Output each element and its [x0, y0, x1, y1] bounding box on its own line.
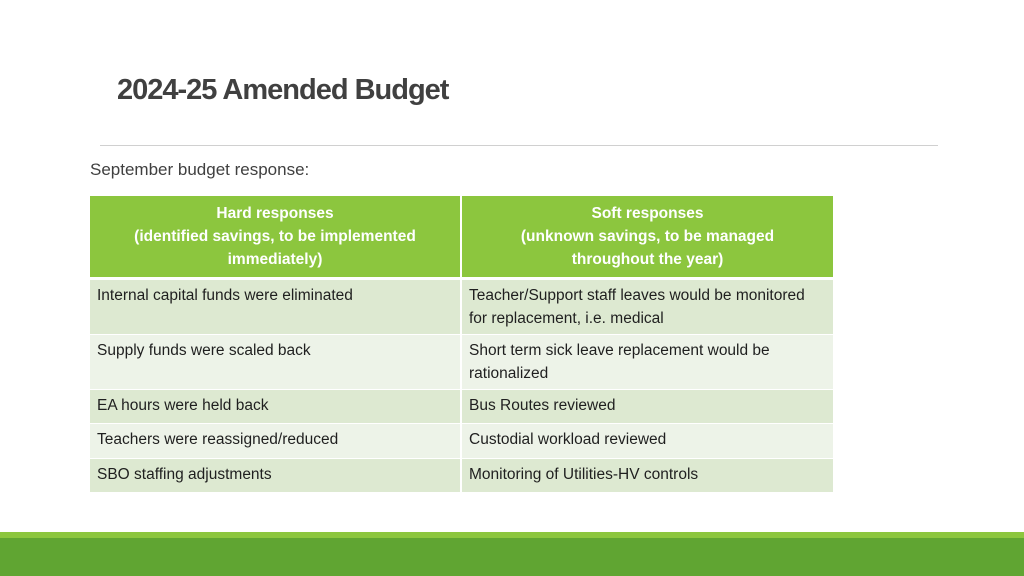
header-soft-responses: [461, 196, 833, 279]
hard-response-cell: SBO staffing adjustments: [90, 459, 461, 493]
header-hard-title: Hard responses: [216, 205, 334, 222]
hard-response-cell: Teachers were reassigned/reduced: [90, 424, 461, 459]
hard-response-cell: EA hours were held back: [90, 390, 461, 424]
budget-response-table: [90, 196, 833, 493]
title-divider: [100, 145, 938, 146]
hard-response-cell: Internal capital funds were eliminated: [90, 279, 461, 335]
table-row: [90, 390, 833, 424]
table-row: [90, 459, 833, 493]
header-soft-desc-line1: (unknown savings, to be managed: [520, 228, 775, 245]
slide-subtitle: September budget response:: [90, 160, 310, 179]
footer-bar: [0, 538, 1024, 576]
hard-response-cell: Supply funds were scaled back: [90, 335, 461, 390]
soft-response-cell: Custodial workload reviewed: [461, 424, 833, 459]
table-row: [90, 424, 833, 459]
slide-title: 2024-25 Amended Budget: [117, 74, 449, 106]
header-hard-desc-line1: (identified savings, to be implemented: [134, 228, 416, 245]
table-row: [90, 279, 833, 335]
soft-response-cell: Monitoring of Utilities-HV controls: [461, 459, 833, 493]
header-soft-desc-line2: throughout the year): [571, 251, 724, 268]
table-header-row: [90, 196, 833, 279]
header-hard-responses: [90, 196, 461, 279]
soft-response-cell: Teacher/Support staff leaves would be monitored for replacement, i.e. medical: [461, 279, 833, 335]
header-hard-desc-line2: immediately): [227, 251, 323, 268]
table-row: [90, 335, 833, 390]
soft-response-cell: Short term sick leave replacement would be rationalized: [461, 335, 833, 390]
soft-response-cell: Bus Routes reviewed: [461, 390, 833, 424]
header-soft-title: Soft responses: [591, 205, 704, 222]
